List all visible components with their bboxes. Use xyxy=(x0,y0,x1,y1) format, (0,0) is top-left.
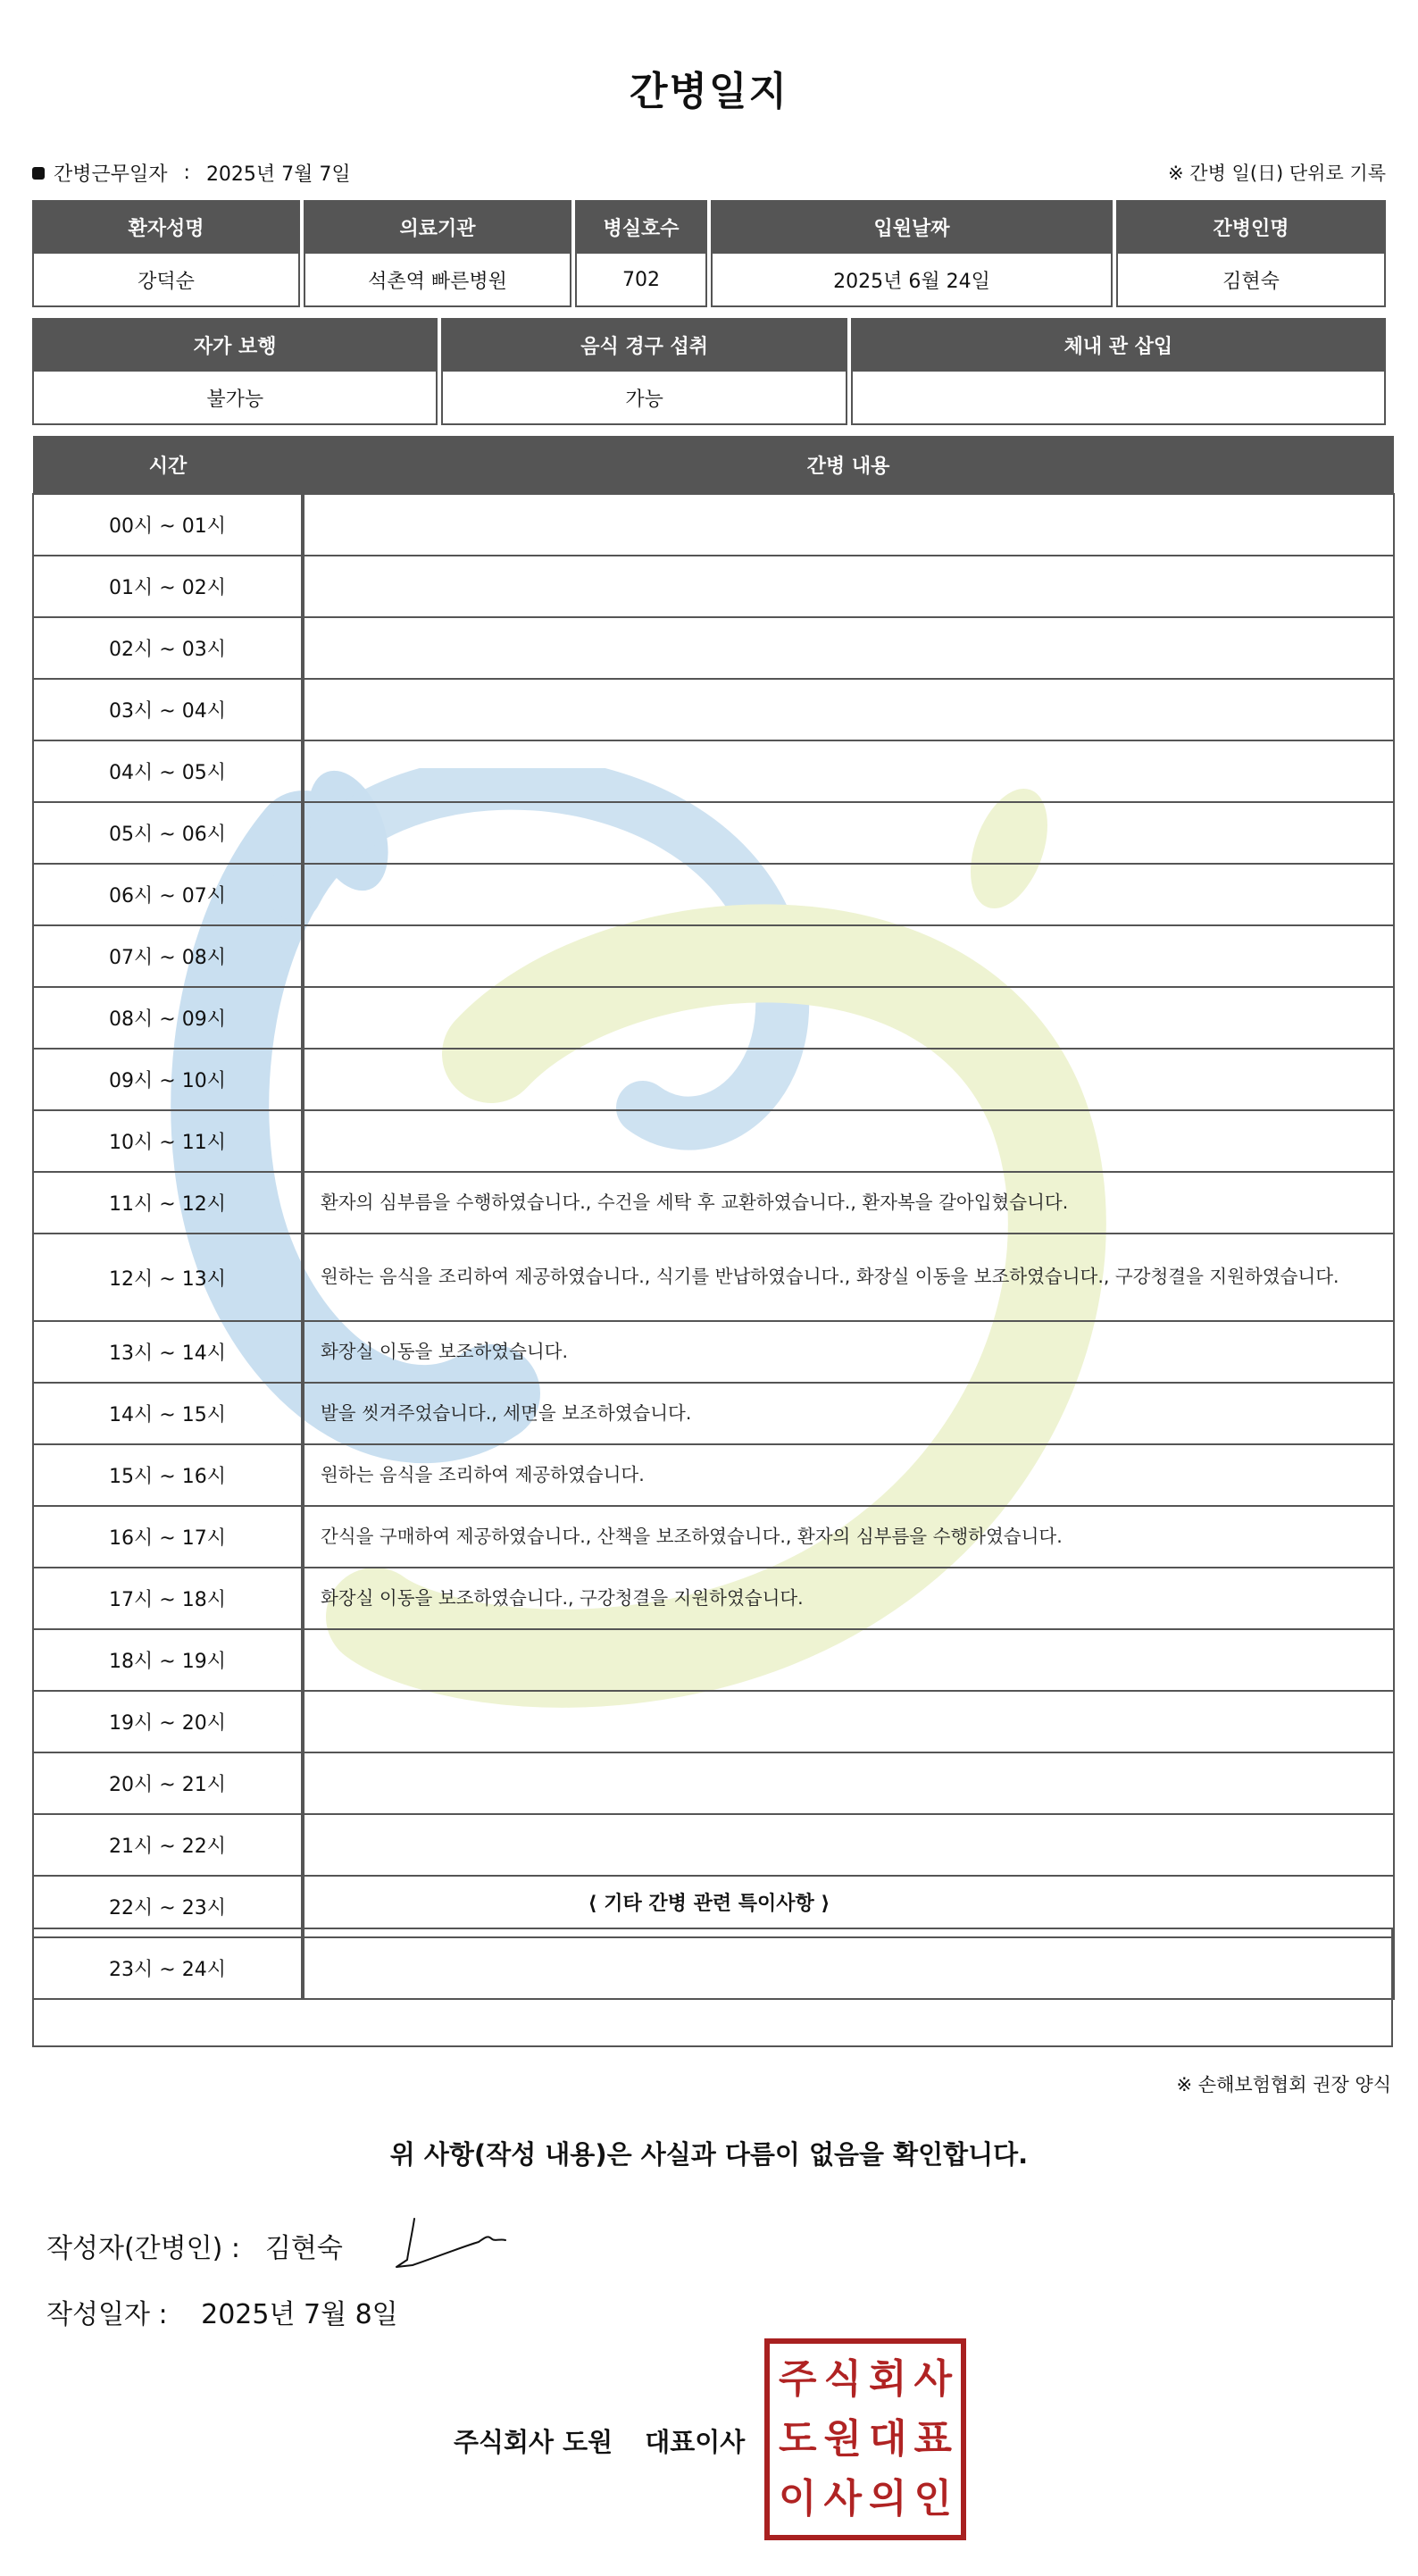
log-time-cell: 12시 ~ 13시 xyxy=(33,1234,303,1321)
company-seal xyxy=(764,2338,966,2540)
patient-info-table xyxy=(29,200,1389,307)
log-note-cell xyxy=(303,864,1394,925)
room-value: 702 xyxy=(575,254,707,307)
company-role: 대표이사 xyxy=(645,2427,746,2457)
room-header: 병실호수 xyxy=(575,200,707,254)
seal-char: 대 xyxy=(868,2415,907,2462)
log-row xyxy=(33,1110,1394,1172)
tube-insertion-header: 체내 관 삽입 xyxy=(851,318,1386,372)
written-date-line xyxy=(46,2292,398,2331)
log-row xyxy=(33,617,1394,679)
log-note-cell: 화장실 이동을 보조하였습니다. xyxy=(303,1321,1394,1383)
log-time-cell: 07시 ~ 08시 xyxy=(33,925,303,987)
log-row xyxy=(33,1568,1394,1629)
log-time-cell: 01시 ~ 02시 xyxy=(33,556,303,617)
patient-name-value: 강덕순 xyxy=(32,254,300,307)
patient-header-row xyxy=(32,200,1386,254)
log-time-cell: 15시 ~ 16시 xyxy=(33,1444,303,1506)
seal-char: 의 xyxy=(868,2476,907,2522)
log-row xyxy=(33,740,1394,802)
writer-name: 김현숙 xyxy=(264,2233,343,2264)
care-log-table xyxy=(32,436,1395,2000)
seal-char: 도 xyxy=(778,2415,817,2462)
writer-line xyxy=(46,2226,343,2265)
seal-char: 회 xyxy=(868,2355,907,2402)
log-time-cell: 14시 ~ 15시 xyxy=(33,1383,303,1444)
hospital-header: 의료기관 xyxy=(304,200,571,254)
log-row xyxy=(33,925,1394,987)
log-row xyxy=(33,679,1394,740)
patient-status-table xyxy=(29,318,1389,425)
log-time-cell: 22시 ~ 23시 xyxy=(33,1876,303,1937)
log-row xyxy=(33,987,1394,1049)
log-time-cell: 03시 ~ 04시 xyxy=(33,679,303,740)
log-time-cell: 19시 ~ 20시 xyxy=(33,1691,303,1752)
log-note-cell: 화장실 이동을 보조하였습니다., 구강청결을 지원하였습니다. xyxy=(303,1568,1394,1629)
association-note: ※ 손해보험협회 권장 양식 xyxy=(1176,2074,1391,2095)
patient-name-header: 환자성명 xyxy=(32,200,300,254)
confirm-statement: 위 사항(작성 내용)은 사실과 다름이 없음을 확인합니다. xyxy=(389,2139,1029,2170)
work-date-separator: : xyxy=(183,162,190,184)
admission-date-header: 입원날짜 xyxy=(711,200,1113,254)
log-row xyxy=(33,802,1394,864)
log-time-cell: 10시 ~ 11시 xyxy=(33,1110,303,1172)
status-header-row xyxy=(32,318,1386,372)
status-value-row xyxy=(32,372,1386,425)
log-row xyxy=(33,1814,1394,1876)
time-header: 시간 xyxy=(33,436,303,494)
log-note-cell: 발을 씻겨주었습니다., 세면을 보조하였습니다. xyxy=(303,1383,1394,1444)
oral-intake-header: 음식 경구 섭취 xyxy=(441,318,847,372)
work-date-label: 간병근무일자 xyxy=(54,163,168,186)
walking-header: 자가 보행 xyxy=(32,318,438,372)
log-row xyxy=(33,494,1394,556)
log-time-cell: 00시 ~ 01시 xyxy=(33,494,303,556)
written-date-label: 작성일자 : xyxy=(46,2299,168,2330)
walking-value: 불가능 xyxy=(32,372,438,425)
seal-char: 사 xyxy=(913,2355,952,2402)
log-time-cell: 18시 ~ 19시 xyxy=(33,1629,303,1691)
seal-char: 인 xyxy=(913,2476,952,2522)
caregiver-name-header: 간병인명 xyxy=(1116,200,1386,254)
log-note-cell xyxy=(303,1629,1394,1691)
seal-char: 사 xyxy=(823,2476,862,2522)
log-header-row xyxy=(33,436,1394,494)
writer-label: 작성자(간병인) : xyxy=(46,2233,240,2264)
remarks-box xyxy=(32,1928,1393,2047)
seal-characters xyxy=(775,2349,955,2530)
log-row xyxy=(33,556,1394,617)
log-row xyxy=(33,1049,1394,1110)
log-note-cell xyxy=(303,1752,1394,1814)
signature-mark xyxy=(389,2212,514,2274)
log-note-cell xyxy=(303,802,1394,864)
work-date-value: 2025년 7월 7일 xyxy=(205,163,351,186)
log-note-cell xyxy=(303,925,1394,987)
log-time-cell: 23시 ~ 24시 xyxy=(33,1937,303,1999)
log-time-cell: 11시 ~ 12시 xyxy=(33,1172,303,1234)
log-time-cell: 02시 ~ 03시 xyxy=(33,617,303,679)
seal-char: 원 xyxy=(823,2415,862,2462)
written-date-value: 2025년 7월 8일 xyxy=(201,2299,398,2330)
admission-date-value: 2025년 6월 24일 xyxy=(711,254,1113,307)
log-note-cell: 간식을 구매하여 제공하였습니다., 산책을 보조하였습니다., 환자의 심부름을 수행하였습니다. xyxy=(303,1506,1394,1568)
care-content-header: 간병 내용 xyxy=(303,436,1394,494)
remarks-title: ⟨ 기타 간병 관련 특이사항 ⟩ xyxy=(588,1893,830,1915)
log-row xyxy=(33,1172,1394,1234)
work-date-line xyxy=(32,159,351,187)
log-note-cell xyxy=(303,1691,1394,1752)
page-title: 간병일지 xyxy=(629,69,788,114)
log-time-cell: 20시 ~ 21시 xyxy=(33,1752,303,1814)
log-note-cell xyxy=(303,679,1394,740)
company-name: 주식회사 도원 xyxy=(454,2427,613,2457)
log-note-cell xyxy=(303,617,1394,679)
log-time-cell: 21시 ~ 22시 xyxy=(33,1814,303,1876)
log-time-cell: 13시 ~ 14시 xyxy=(33,1321,303,1383)
log-time-cell: 05시 ~ 06시 xyxy=(33,802,303,864)
log-note-cell: 원하는 음식을 조리하여 제공하였습니다. xyxy=(303,1444,1394,1506)
log-row xyxy=(33,1691,1394,1752)
log-note-cell xyxy=(303,494,1394,556)
seal-char: 표 xyxy=(913,2415,952,2462)
log-time-cell: 08시 ~ 09시 xyxy=(33,987,303,1049)
log-note-cell: 원하는 음식을 조리하여 제공하였습니다., 식기를 반납하였습니다., 화장실 이동을 보조하였습니다., 구강청결을 지원하였습니다. xyxy=(303,1234,1394,1321)
log-note-cell: 환자의 심부름을 수행하였습니다., 수건을 세탁 후 교환하였습니다., 환자복을 갈아입혔습니다. xyxy=(303,1172,1394,1234)
seal-char: 이 xyxy=(778,2476,817,2522)
log-note-cell xyxy=(303,1049,1394,1110)
log-row xyxy=(33,1321,1394,1383)
patient-value-row xyxy=(32,254,1386,307)
log-body xyxy=(33,494,1394,1999)
log-note-cell xyxy=(303,987,1394,1049)
log-time-cell: 06시 ~ 07시 xyxy=(33,864,303,925)
log-note-cell xyxy=(303,740,1394,802)
log-note-cell xyxy=(303,1110,1394,1172)
log-row xyxy=(33,1234,1394,1321)
log-row xyxy=(33,1752,1394,1814)
log-row xyxy=(33,1629,1394,1691)
company-line xyxy=(454,2422,745,2459)
unit-note: ※ 간병 일(日) 단위로 기록 xyxy=(1168,163,1386,184)
oral-intake-value: 가능 xyxy=(441,372,847,425)
log-time-cell: 04시 ~ 05시 xyxy=(33,740,303,802)
log-row xyxy=(33,1506,1394,1568)
log-time-cell: 17시 ~ 18시 xyxy=(33,1568,303,1629)
bullet-icon xyxy=(32,167,45,180)
log-note-cell xyxy=(303,1814,1394,1876)
log-time-cell: 09시 ~ 10시 xyxy=(33,1049,303,1110)
log-row xyxy=(33,864,1394,925)
log-note-cell xyxy=(303,556,1394,617)
hospital-value: 석촌역 빠른병원 xyxy=(304,254,571,307)
seal-char: 주 xyxy=(778,2355,817,2402)
log-time-cell: 16시 ~ 17시 xyxy=(33,1506,303,1568)
tube-insertion-value xyxy=(851,372,1386,425)
seal-char: 식 xyxy=(823,2355,862,2402)
log-row xyxy=(33,1383,1394,1444)
log-row xyxy=(33,1444,1394,1506)
caregiver-name-value: 김현숙 xyxy=(1116,254,1386,307)
